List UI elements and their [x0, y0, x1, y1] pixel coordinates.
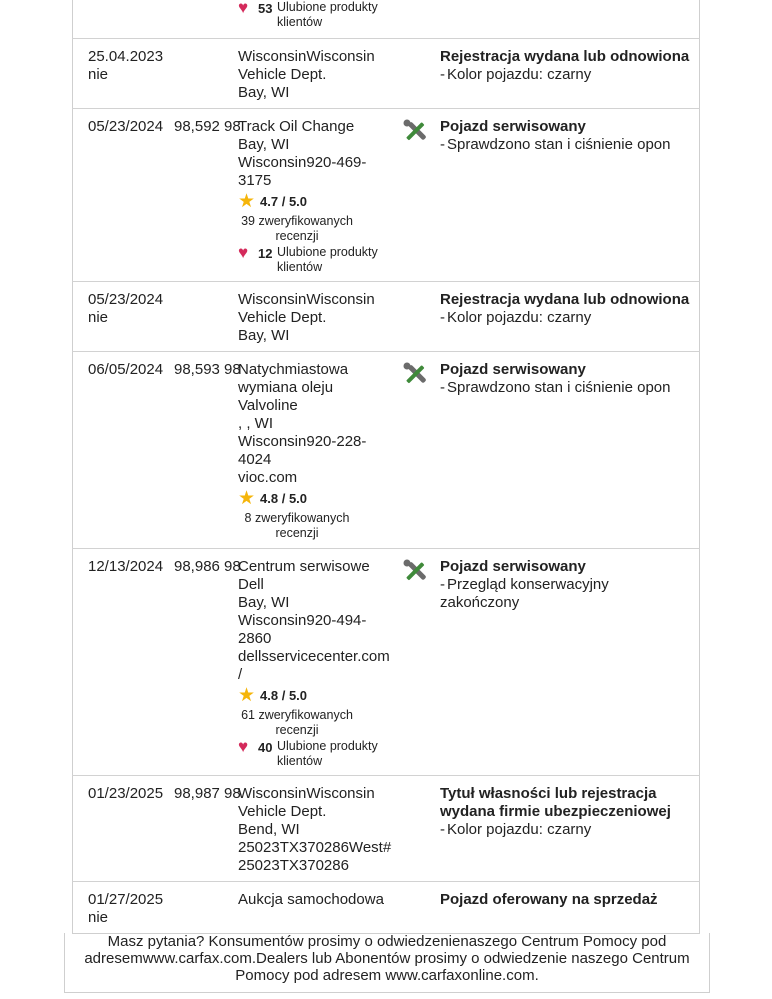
- row-date: 01/27/2025: [88, 891, 164, 908]
- row-source: Centrum serwisowe Dell Bay, WI Wisconsin920-494- 2860 dellsservicecenter.com /: [238, 558, 390, 683]
- table-row: [72, 281, 700, 351]
- comment-item: - Sprawdzono stan i ciśnienie opon: [440, 379, 696, 397]
- favorites-label: Ulubione produkty klientów: [277, 0, 378, 29]
- wrench-screwdriver-icon: [402, 558, 430, 591]
- row-date: 06/05/2024: [88, 361, 164, 378]
- comment-item: - Kolor pojazdu: czarny: [440, 309, 696, 327]
- comment-item: - Przegląd konserwacyjny zakończony: [440, 576, 630, 612]
- reviews-count: 8 zweryfikowanych recenzji: [244, 511, 350, 540]
- row-comments: [440, 361, 696, 397]
- footer-help-text: Masz pytania? Konsumentów prosimy o odwiedzenienaszego Centrum Pomocy pod adresemwww.carfax.com.Dealers lub Abonentów prosimy o odwiedzenie naszego Centrum Pomocy pod adresem www.carfaxonline.com.: [84, 933, 690, 984]
- row-comments: [440, 891, 696, 909]
- favorites-label: Ulubione produkty klientów: [277, 245, 378, 274]
- row-odometer: 98,986 98: [174, 558, 241, 575]
- comment-title: Rejestracja wydana lub odnowiona: [440, 48, 690, 65]
- row-comments: [440, 558, 696, 612]
- star-icon: ★: [238, 488, 256, 509]
- row-odometer: 98,592 98: [174, 118, 241, 135]
- row-source: Aukcja samochodowa: [238, 891, 384, 908]
- table-row: [72, 881, 700, 934]
- favorites-count: 40: [258, 740, 273, 755]
- comment-title: Pojazd serwisowany: [440, 118, 586, 135]
- row-odometer: nie: [88, 309, 109, 326]
- comment-item: - Kolor pojazdu: czarny: [440, 821, 680, 839]
- comment-item: - Kolor pojazdu: czarny: [440, 66, 696, 84]
- table-row: [72, 38, 700, 108]
- heart-icon: ♥: [238, 737, 249, 756]
- favorites: [238, 0, 387, 30]
- comment-title: Pojazd oferowany na sprzedaż: [440, 891, 658, 908]
- wrench-screwdriver-icon: [402, 118, 430, 151]
- star-icon: ★: [238, 191, 256, 212]
- comment-item: - Sprawdzono stan i ciśnienie opon: [440, 136, 696, 154]
- comment-title: Tytuł własności lub rejestracja wydana firmie ubezpieczeniowej: [440, 785, 671, 820]
- comment-title: Pojazd serwisowany: [440, 558, 586, 575]
- row-odometer: 98,987 98: [174, 785, 241, 802]
- row-date: 25.04.2023: [88, 48, 164, 65]
- row-odometer: nie: [88, 909, 109, 926]
- rating: ★ 4.7 / 5.0: [238, 191, 308, 212]
- favorites-label: Ulubione produkty klientów: [277, 739, 378, 768]
- favorites: [238, 739, 387, 769]
- reviews-count: 61 zweryfikowanych recenzji: [241, 708, 353, 737]
- table-row: [72, 548, 700, 775]
- comment-title: Pojazd serwisowany: [440, 361, 586, 378]
- heart-icon: ♥: [238, 0, 249, 17]
- row-comments: [440, 785, 680, 839]
- row-source: Track Oil Change Bay, WI Wisconsin920-469- 3175: [238, 118, 367, 189]
- row-odometer: 98,593 98: [174, 361, 241, 378]
- row-comments: [440, 291, 696, 327]
- wrench-screwdriver-icon: [402, 361, 430, 394]
- row-source: WisconsinWisconsin Vehicle Dept. Bay, WI: [238, 48, 375, 101]
- rating: ★ 4.8 / 5.0: [238, 685, 308, 706]
- row-date: 05/23/2024: [88, 118, 164, 135]
- rating: ★ 4.8 / 5.0: [238, 488, 308, 509]
- favorites-count: 12: [258, 246, 273, 261]
- row-date: 05/23/2024: [88, 291, 164, 308]
- favorites: [238, 245, 387, 275]
- row-comments: [440, 48, 696, 84]
- row-source: WisconsinWisconsin Vehicle Dept. Bend, WI 25023TX370286West# 25023TX370286: [238, 785, 392, 874]
- row-source: WisconsinWisconsin Vehicle Dept. Bay, WI: [238, 291, 375, 344]
- row-source: Natychmiastowa wymiana oleju Valvoline , , WI Wisconsin920-228- 4024 vioc.com: [238, 361, 367, 486]
- comment-title: Rejestracja wydana lub odnowiona: [440, 291, 690, 308]
- heart-icon: ♥: [238, 243, 249, 262]
- row-comments: [440, 118, 696, 154]
- row-date: 01/23/2025: [88, 785, 164, 802]
- star-icon: ★: [238, 685, 256, 706]
- favorites-count: 53: [258, 1, 273, 16]
- table-row: [72, 351, 700, 548]
- reviews-count: 39 zweryfikowanych recenzji: [241, 214, 353, 243]
- row-odometer: nie: [88, 66, 109, 83]
- table-row: [72, 775, 700, 881]
- table-row: [72, 108, 700, 281]
- row-date: 12/13/2024: [88, 558, 164, 575]
